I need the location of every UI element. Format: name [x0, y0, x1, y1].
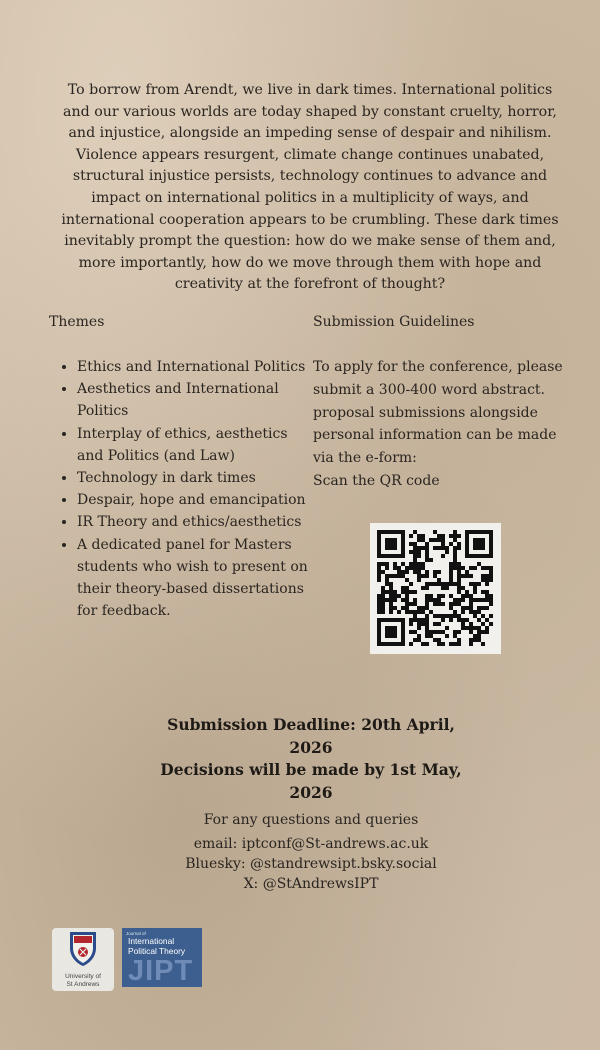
university-logo	[52, 928, 114, 991]
guidelines-section	[313, 312, 563, 493]
themes-list	[49, 356, 309, 622]
decision-date: Decisions will be made by 1st May, 2026	[160, 760, 462, 802]
journal-name	[128, 937, 185, 956]
theme-item: • A dedicated panel for Masters students who wish to present on their theory-based dissertations for feedback.	[77, 534, 309, 623]
journal-name-line2: Political Theory	[128, 945, 186, 956]
university-line2: St Andrews	[66, 981, 100, 988]
intro-paragraph: To borrow from Arendt, we live in dark times. International politics and our various worlds are today shaped by constant cruelty, horror, and injustice, alongside an impeding sense of despair and nihilism. Violence appears resurgent, climate change continues unabated, structural injustice persists, technology continues to advance and impact on international politics in a multiplicity of ways, and international cooperation appears to be crumbling. These dark times inevitably prompt the question: how do we make sense of them and, more importantly, how do we move through them with hope and creativity at the forefront of thought?	[61, 82, 559, 293]
scan-qr-text: Scan the QR code	[313, 472, 440, 489]
journal-small-label: Journal of	[126, 931, 146, 936]
guidelines-heading: Submission Guidelines	[313, 314, 475, 330]
contact-x[interactable]: X: @StAndrewsIPT	[243, 876, 379, 892]
deadline-block	[150, 714, 472, 804]
contact-block	[150, 810, 472, 894]
themes-heading: Themes	[49, 314, 105, 330]
theme-item: • IR Theory and ethics/aesthetics	[77, 511, 309, 533]
theme-item: • Technology in dark times	[77, 467, 309, 489]
theme-item: • Interplay of ethics, aesthetics and Politics (and Law)	[77, 423, 309, 467]
contact-email[interactable]: email: iptconf@St-andrews.ac.uk	[193, 836, 429, 852]
university-crest-icon	[52, 928, 114, 968]
queries-text: For any questions and queries	[203, 812, 419, 828]
university-line1: University of	[65, 973, 101, 980]
contact-bluesky[interactable]: Bluesky: @standrewsipt.bsky.social	[185, 856, 437, 872]
qr-code-icon[interactable]	[370, 523, 501, 654]
qr-code-graphic	[370, 523, 501, 654]
journal-abbreviation: JIPT	[128, 955, 194, 987]
themes-section	[49, 312, 309, 622]
journal-logo	[122, 928, 202, 987]
guidelines-text: To apply for the conference, please submit a 300-400 word abstract. proposal submissions alongside personal information can be made via the e-form:	[313, 359, 563, 467]
theme-item: • Despair, hope and emancipation	[77, 489, 309, 511]
theme-item: • Aesthetics and International Politics	[77, 378, 309, 422]
theme-item: • Ethics and International Politics	[77, 356, 309, 378]
submission-deadline: Submission Deadline: 20th April, 2026	[167, 715, 455, 757]
journal-name-line1: International	[128, 936, 175, 946]
